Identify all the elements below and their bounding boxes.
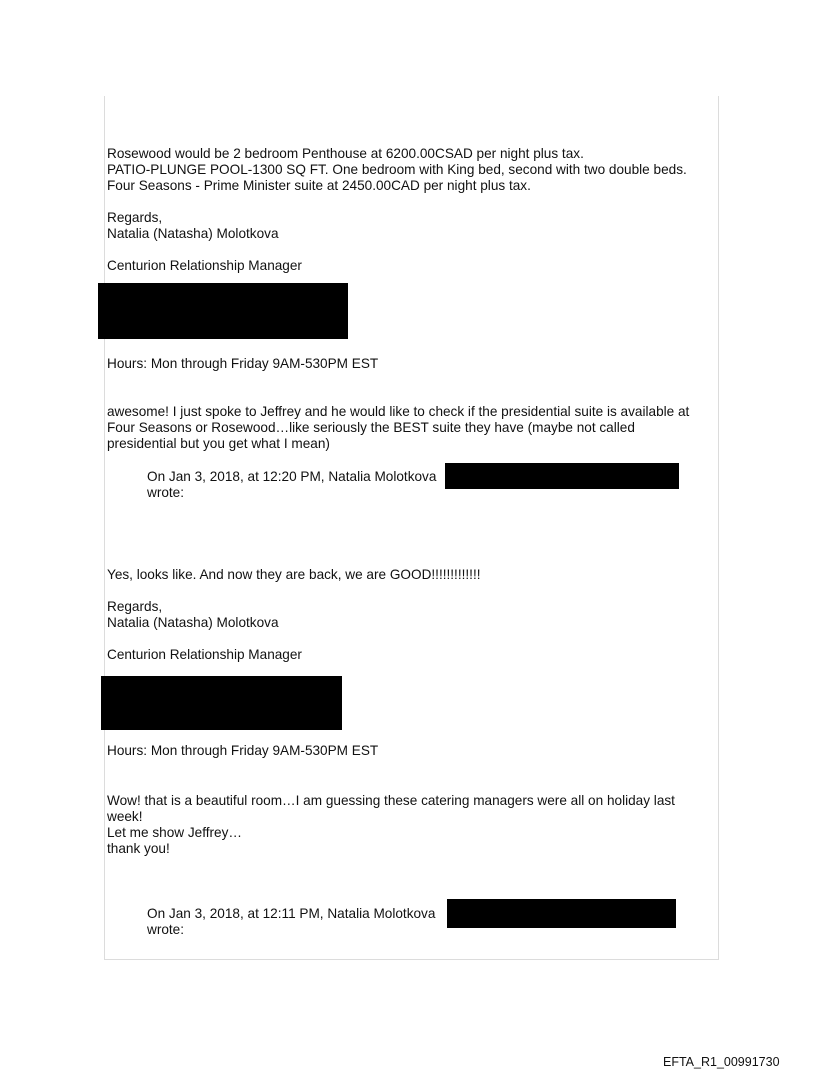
email1-line-2: PATIO-PLUNGE POOL-1300 SQ FT. One bedroom with King bed, second with two double beds.: [107, 162, 687, 177]
email1-signature-name: Natalia (Natasha) Molotkova: [107, 226, 279, 241]
reply2-quote-wrote: wrote:: [147, 922, 185, 937]
reply2-line-1: Wow! that is a beautiful room…I am guessing these catering managers were all on holiday last: [107, 793, 675, 808]
redaction-box: [447, 899, 676, 928]
reply1-quote-header: On Jan 3, 2018, at 12:20 PM, Natalia Molotkova: [147, 469, 437, 484]
email2-body: Yes, looks like. And now they are back, we are GOOD!!!!!!!!!!!!!: [107, 567, 481, 582]
email2-hours: Hours: Mon through Friday 9AM-530PM EST: [107, 743, 379, 758]
reply2-line-3: Let me show Jeffrey…: [107, 825, 242, 840]
email1-regards: Regards,: [107, 210, 163, 225]
reply1-line-1: awesome! I just spoke to Jeffrey and he would like to check if the presidential suite is available at: [107, 404, 690, 419]
redaction-box: [445, 463, 679, 489]
redaction-box: [98, 283, 348, 339]
email2-signature-name: Natalia (Natasha) Molotkova: [107, 615, 279, 630]
redaction-box: [101, 676, 342, 730]
document-id: EFTA_R1_00991730: [663, 1055, 780, 1069]
reply1-line-3: presidential but you get what I mean): [107, 436, 330, 451]
email1-signature-role: Centurion Relationship Manager: [107, 258, 302, 273]
email1-line-1: Rosewood would be 2 bedroom Penthouse at 6200.00CSAD per night plus tax.: [107, 146, 584, 161]
reply2-line-2: week!: [107, 809, 143, 824]
reply1-line-2: Four Seasons or Rosewood…like seriously the BEST suite they have (maybe not called: [107, 420, 635, 435]
reply1-quote-wrote: wrote:: [147, 485, 185, 500]
email1-hours: Hours: Mon through Friday 9AM-530PM EST: [107, 356, 379, 371]
reply2-quote-header: On Jan 3, 2018, at 12:11 PM, Natalia Molotkova: [147, 906, 436, 921]
email1-line-3: Four Seasons - Prime Minister suite at 2450.00CAD per night plus tax.: [107, 178, 531, 193]
email2-regards: Regards,: [107, 599, 163, 614]
email2-signature-role: Centurion Relationship Manager: [107, 647, 302, 662]
reply2-line-4: thank you!: [107, 841, 170, 856]
